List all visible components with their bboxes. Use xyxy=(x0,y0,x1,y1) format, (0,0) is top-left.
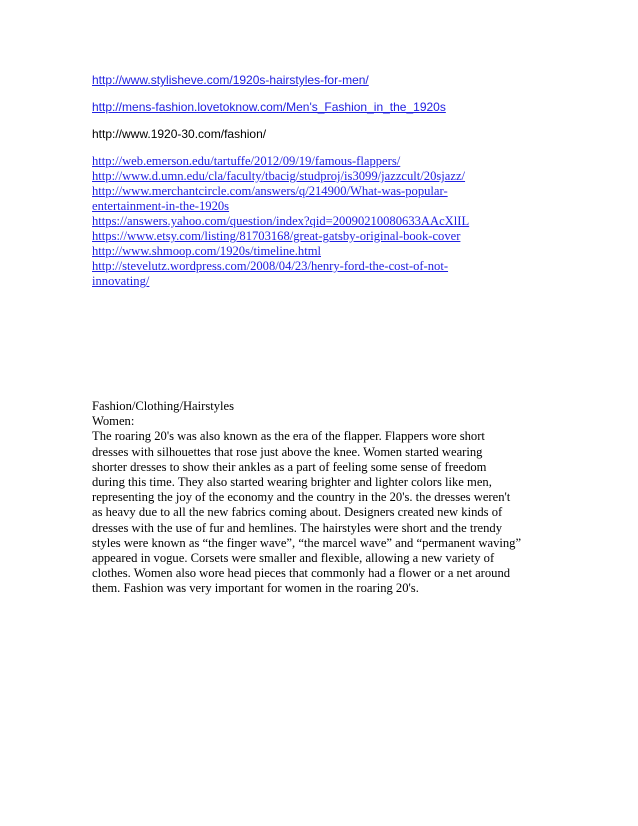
body-line: The roaring 20's was also known as the era of the flapper. Flappers wore short xyxy=(92,429,485,444)
spacer xyxy=(92,142,547,154)
body-line: during this time. They also started wearing brighter and lighter colors like men, xyxy=(92,475,492,490)
link-emerson[interactable]: http://web.emerson.edu/tartuffe/2012/09/19/famous-flappers/ xyxy=(92,154,401,168)
link-merchantcircle-cont[interactable]: entertainment-in-the-1920s xyxy=(92,199,230,213)
body-line: styles were known as “the finger wave”, “the marcel wave” and “permanent waving” xyxy=(92,535,522,550)
body-line: shorter dresses to show their ankles as a part of feeling some sense of freedom xyxy=(92,459,487,474)
link-umn[interactable]: http://www.d.umn.edu/cla/faculty/tbacig/studproj/is3099/jazzcult/20sjazz/ xyxy=(92,169,466,183)
link-merchantcircle[interactable]: http://www.merchantcircle.com/answers/q/214900/What-was-popular- xyxy=(92,184,448,198)
reference-links xyxy=(92,73,547,289)
fashion-section xyxy=(92,399,547,597)
link-stylisheve[interactable]: http://www.stylisheve.com/1920s-hairstyles-for-men/ xyxy=(92,73,369,87)
body-line: them. Fashion was very important for women in the roaring 20's. xyxy=(92,581,419,596)
link-lovetoknow[interactable]: http://mens-fashion.lovetoknow.com/Men's_Fashion_in_the_1920s xyxy=(92,100,446,114)
link-stevelutz[interactable]: http://stevelutz.wordpress.com/2008/04/23/henry-ford-the-cost-of-not- xyxy=(92,259,449,273)
body-line: dresses with the use of fur and hemlines. The hairstyles were short and the trendy xyxy=(92,520,503,535)
body-line: dresses with silhouettes that rose just above the knee. Women started wearing xyxy=(92,444,483,459)
section-subheading: Women: xyxy=(92,414,135,429)
link-stevelutz-cont[interactable]: innovating/ xyxy=(92,274,150,288)
body-line: clothes. Women also wore head pieces that commonly had a flower or a net around xyxy=(92,566,511,581)
spacer xyxy=(92,115,547,127)
body-line: appeared in vogue. Corsets were smaller and flexible, allowing a new variety of xyxy=(92,551,495,566)
link-shmoop[interactable]: http://www.shmoop.com/1920s/timeline.html xyxy=(92,244,322,258)
spacer xyxy=(92,88,547,100)
link-yahoo[interactable]: https://answers.yahoo.com/question/index?qid=20090210080633AAcXlIL xyxy=(92,214,470,228)
body-line: representing the joy of the economy and the country in the 20's. the dresses weren't xyxy=(92,490,511,505)
link-etsy[interactable]: https://www.etsy.com/listing/81703168/great-gatsby-original-book-cover xyxy=(92,229,461,243)
text-1920-30: http://www.1920-30.com/fashion/ xyxy=(92,127,267,141)
section-heading: Fashion/Clothing/Hairstyles xyxy=(92,399,235,413)
body-line: as heavy due to all the new fabrics coming about. Designers created new kinds of xyxy=(92,505,503,520)
